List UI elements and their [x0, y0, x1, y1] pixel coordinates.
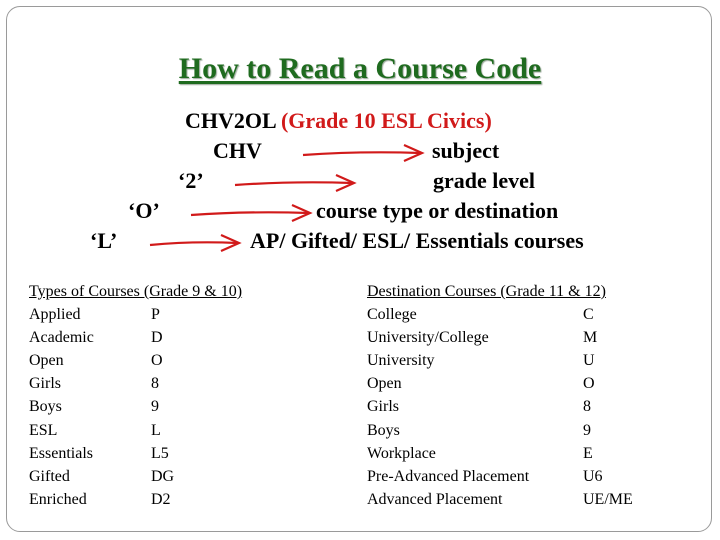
table-row: [29, 419, 309, 442]
table-row: [29, 372, 309, 395]
table-row: [367, 465, 667, 488]
table-row: [367, 303, 667, 326]
row-name: Enriched: [29, 490, 87, 508]
row-code: UE/ME: [583, 490, 633, 508]
row-name: Academic: [29, 329, 94, 347]
course-code: CHV2OL: [185, 108, 276, 133]
row-name: Open: [29, 352, 64, 370]
table-row: [367, 442, 667, 465]
row-code: P: [151, 306, 160, 324]
table-row: [29, 349, 309, 372]
row-name: College: [367, 306, 417, 324]
table-row: [29, 326, 309, 349]
table-row: [367, 349, 667, 372]
breakdown-part-type: ‘O’: [128, 198, 160, 223]
destination-table: [367, 280, 667, 511]
breakdown-part-subject: CHV: [213, 138, 262, 163]
breakdown-meaning-special: AP/ Gifted/ ESL/ Essentials courses: [250, 228, 584, 253]
table-row: [367, 488, 667, 511]
row-code: E: [583, 444, 593, 462]
table-row: [29, 442, 309, 465]
arrow-icon: [147, 230, 247, 254]
row-name: ESL: [29, 421, 58, 439]
row-code: C: [583, 306, 594, 324]
row-name: Applied: [29, 306, 81, 324]
row-name: Advanced Placement: [367, 490, 503, 508]
breakdown-meaning-subject: subject: [432, 138, 500, 163]
row-code: L: [151, 421, 161, 439]
breakdown-meaning-grade: grade level: [433, 168, 536, 193]
arrow-icon: [232, 170, 362, 194]
page-title: How to Read a Course Code: [178, 52, 542, 85]
course-code-description: (Grade 10 ESL Civics): [280, 108, 492, 133]
row-code: U6: [583, 467, 603, 485]
destination-table-header: Destination Courses (Grade 11 & 12): [367, 283, 606, 300]
row-code: O: [151, 352, 163, 370]
row-name: Open: [367, 375, 402, 393]
table-row: [29, 395, 309, 418]
row-code: O: [583, 375, 595, 393]
table-row: [367, 372, 667, 395]
row-name: Essentials: [29, 444, 93, 462]
course-code-line: [185, 108, 492, 134]
table-row: [29, 465, 309, 488]
table-row: [367, 326, 667, 349]
row-code: M: [583, 329, 598, 347]
arrow-icon: [188, 200, 318, 224]
row-name: Pre-Advanced Placement: [367, 467, 530, 485]
row-name: Gifted: [29, 467, 70, 485]
row-code: 9: [583, 421, 591, 439]
row-name: Workplace: [367, 444, 436, 462]
row-code: DG: [151, 467, 175, 485]
row-code: 9: [151, 398, 159, 416]
table-row: [367, 419, 667, 442]
row-code: 8: [151, 375, 159, 393]
types-table: [29, 280, 309, 511]
types-table-header: Types of Courses (Grade 9 & 10): [29, 283, 243, 300]
row-code: D2: [151, 490, 171, 508]
row-code: D: [151, 329, 163, 347]
breakdown-part-special: ‘L’: [90, 228, 118, 253]
breakdown-part-grade: ‘2’: [178, 168, 204, 193]
table-row: [29, 303, 309, 326]
row-code: U: [583, 352, 595, 370]
table-row: [29, 488, 309, 511]
row-name: University/College: [367, 329, 489, 347]
row-code: 8: [583, 398, 591, 416]
row-name: Boys: [367, 421, 400, 439]
row-name: Girls: [367, 398, 399, 416]
row-code: L5: [151, 444, 169, 462]
arrow-icon: [300, 140, 430, 164]
row-name: Boys: [29, 398, 62, 416]
row-name: Girls: [29, 375, 61, 393]
table-row: [367, 395, 667, 418]
row-name: University: [367, 352, 435, 370]
breakdown-meaning-type: course type or destination: [316, 198, 559, 223]
